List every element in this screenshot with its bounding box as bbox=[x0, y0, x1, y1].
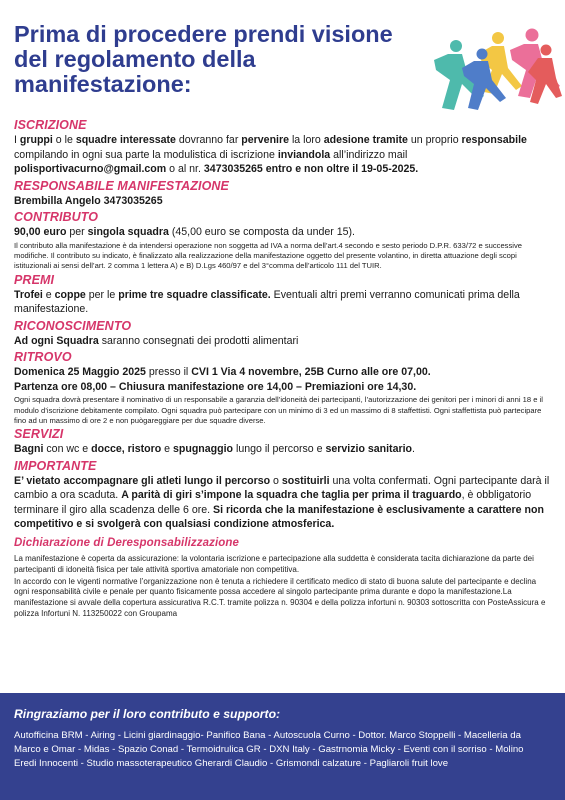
page-title: Prima di procedere prendi visione del regolamento della manifestazione: bbox=[14, 21, 393, 97]
ritrovo-note: Ogni squadra dovrà presentare il nominativo di un responsabile a garanzia dell’idoneità dei partecipanti, l’autorizzazione dei genitori per i minori di anni 18 e il modulo d’iscrizione debitamente compilato. Ogni squadra può partecipare con un minimo di 3 ed un massimo di 8 staffettisti. Ogni staffettista può partecipare fino ad un massimo di ore 2 e non puògareggiare per due squadre diverse. bbox=[14, 395, 543, 426]
heading-dichiarazione: Dichiarazione di Deresponsabilizzazione bbox=[14, 536, 240, 549]
heading-responsabile: RESPONSABILE MANIFESTAZIONE bbox=[14, 178, 229, 193]
runners-illustration bbox=[432, 26, 562, 118]
responsabile-text: Brembilla Angelo 3473035265 bbox=[14, 194, 163, 207]
importante-text: E’ vietato accompagnare gli atleti lungo il percorso o sostituirli una volta confermati. Ogni partecipante darà il cambio a ora scaduta. A parità di giri s’impone la squadra che taglia per prima il traguardo, è obbligatorio terminare il giro alla scadenza delle 6 ore. Si ricorda che la manifestazione è esclusivamente a carattere non competitivo e si svolgerà con qualsiasi condizione atmosferica. bbox=[14, 474, 550, 531]
riconoscimento-text: Ad ogni Squadra saranno consegnati dei prodotti alimentari bbox=[14, 334, 299, 347]
sponsors-list: Autofficina BRM - Airing - Licini giardinaggio- Panifico Bana - Autoscuola Curno - Dottor. Marco Stoppelli - Macelleria da Marco e Omar - Midas - Spazio Conad - Termoidrulica GR - DXN Italy - Gastrnomia Micky - Eventi con il sorriso - Molino Eredi Innocenti - Studio massoterapeutico Gherardi Claudio - Grismondi calzature - Pagliaroli fruit love bbox=[14, 730, 524, 769]
ritrovo-text: Domenica 25 Maggio 2025 presso il CVI 1 Via 4 novembre, 25B Curno alle ore 07,00. bbox=[14, 366, 431, 379]
contributo-note: Il contributo alla manifestazione è da intendersi operazione non soggetta ad IVA a norma dell’art.4 secondo e sesto periodo D.P.R. 633/72 e successive modifiche. Il contributo su indicato, è finalizzato alla realizzazione della manifestazione oggetto del presente volantino, in diretta attuazione degli scopi istituzionali ai sensi dell’art. 2 comma 1 lettera A) e B) D.Lgs 460/97 e del 3°comma dell’articolo 111 del TUIR. bbox=[14, 240, 522, 271]
regulation-content bbox=[14, 118, 551, 621]
footer-title: Ringraziamo per il loro contributo e supporto: bbox=[14, 707, 281, 721]
sponsors-footer bbox=[0, 693, 565, 800]
heading-iscrizione: ISCRIZIONE bbox=[14, 118, 87, 132]
premi-text: Trofei e coppe per le prime tre squadre classificate. Eventuali altri premi verranno comunicati prima della manifestazione. bbox=[14, 288, 520, 316]
heading-riconoscimento: RICONOSCIMENTO bbox=[14, 318, 132, 333]
heading-contributo: CONTRIBUTO bbox=[14, 210, 99, 224]
heading-premi: PREMI bbox=[14, 272, 55, 287]
ritrovo-schedule: Partenza ore 08,00 – Chiusura manifestazione ore 14,00 – Premiazioni ore 14,30. bbox=[14, 380, 417, 393]
heading-servizi: SERVIZI bbox=[14, 427, 64, 442]
iscrizione-text: I gruppi o le squadre interessate dovranno far pervenire la loro adesione tramite un proprio responsabile compilando in ogni sua parte la modulistica di iscrizione inviandola all’indirizzo mail polisportivacurno@gmail.com o al nr. 3473035265 entro e non oltre il 19-05-2025. bbox=[14, 134, 527, 175]
heading-ritrovo: RITROVO bbox=[14, 350, 72, 365]
dichiarazione-p1: La manifestazione è coperta da assicurazione: la volontaria iscrizione e partecipazione alla suddetta è considerata tacita dichiarazione da parte dei partecipanti di idoneità fisica per tale attività sportiva amatoriale non competitiva. bbox=[14, 553, 534, 574]
servizi-text: Bagni con wc e docce, ristoro e spugnaggio lungo il percorso e servizio sanitario. bbox=[14, 443, 415, 456]
heading-importante: IMPORTANTE bbox=[14, 458, 97, 473]
contact-email: polisportivacurno@gmail.com bbox=[14, 163, 167, 175]
contributo-text: 90,00 euro per singola squadra (45,00 euro se composta da under 15). bbox=[14, 226, 355, 238]
dichiarazione-p2: In accordo con le vigenti normative l’organizzazione non è tenuta a richiedere il certificato medico di stato di buona salute del partecipante e declina ogni responsabilità civile e penale per quanto fisicamente possa accedere al singolo partecipante prima durante e dopo la manifestazione.La manifestazione si avvale della copertura assicurativa R.C.T. tramite polizza n. 90304 e della polizza infortuni n. 90303 sottoscritta con PosteAssicura e polizza Infortuni N. 113250022 con Groupama bbox=[14, 576, 546, 618]
